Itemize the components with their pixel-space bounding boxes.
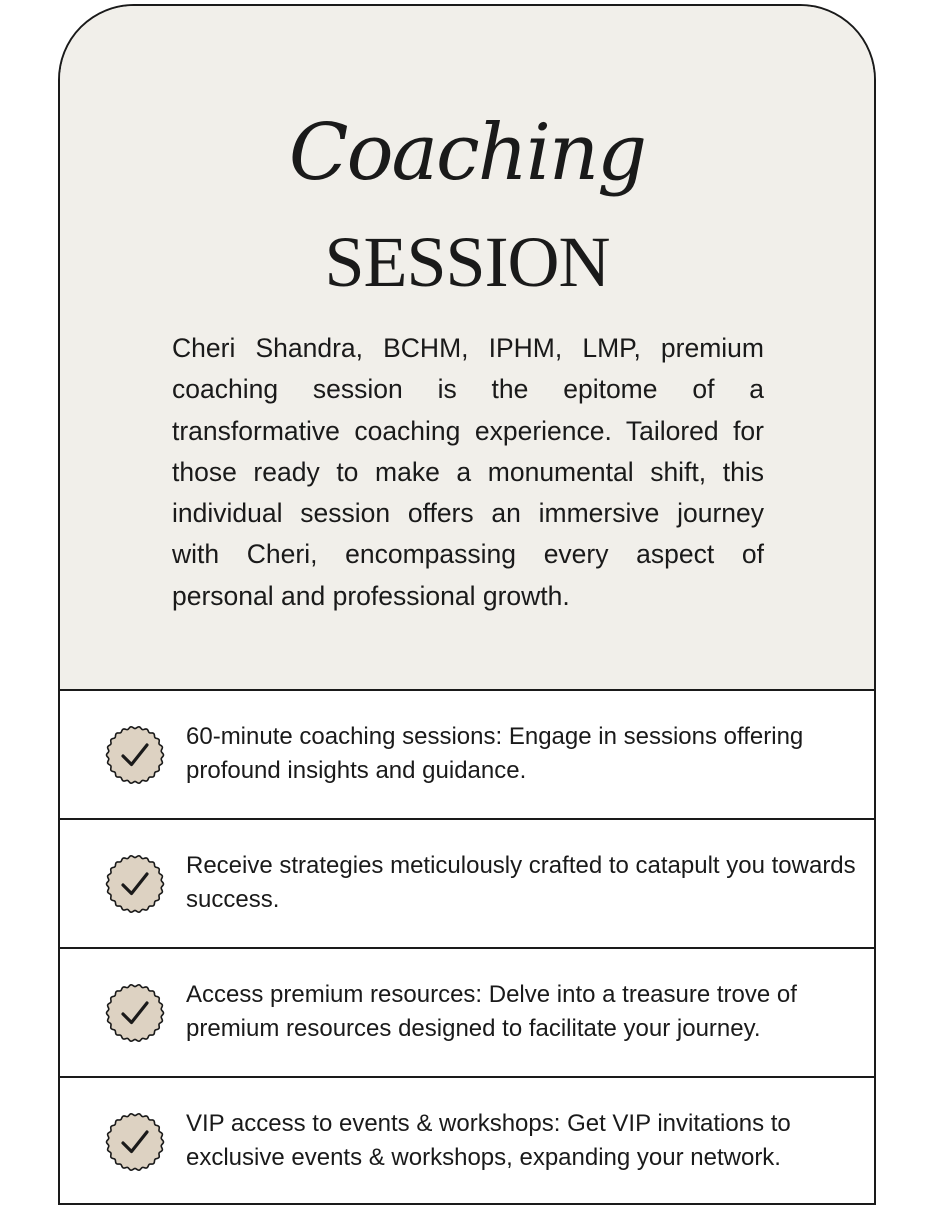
script-title: Coaching	[288, 108, 646, 198]
check-badge-icon	[104, 982, 166, 1044]
card-header	[60, 6, 874, 691]
page-title: SESSION	[324, 222, 610, 302]
feature-item	[60, 949, 874, 1078]
feature-item	[60, 691, 874, 820]
feature-text: VIP access to events & workshops: Get VIP invitations to exclusive events & workshops, expanding your network.	[186, 1110, 791, 1171]
feature-item	[60, 820, 874, 949]
check-badge-icon	[104, 853, 166, 915]
feature-item	[60, 1078, 874, 1205]
coaching-session-card	[58, 4, 876, 1205]
feature-list	[60, 691, 874, 1205]
feature-text: Receive strategies meticulously crafted to catapult you towards success.	[186, 852, 856, 913]
feature-text: Access premium resources: Delve into a treasure trove of premium resources designed to facilitate your journey.	[186, 981, 797, 1042]
check-badge-icon	[104, 1111, 166, 1173]
intro-paragraph: Cheri Shandra, BCHM, IPHM, LMP, premium coaching session is the epitome of a transformative coaching experience. Tailored for those ready to make a monumental shift, this individual session offers an immersive journey with Cheri, encompassing every aspect of personal and professional growth.	[172, 333, 764, 611]
feature-text: 60-minute coaching sessions: Engage in sessions offering profound insights and guidance.	[186, 723, 804, 784]
check-badge-icon	[104, 724, 166, 786]
